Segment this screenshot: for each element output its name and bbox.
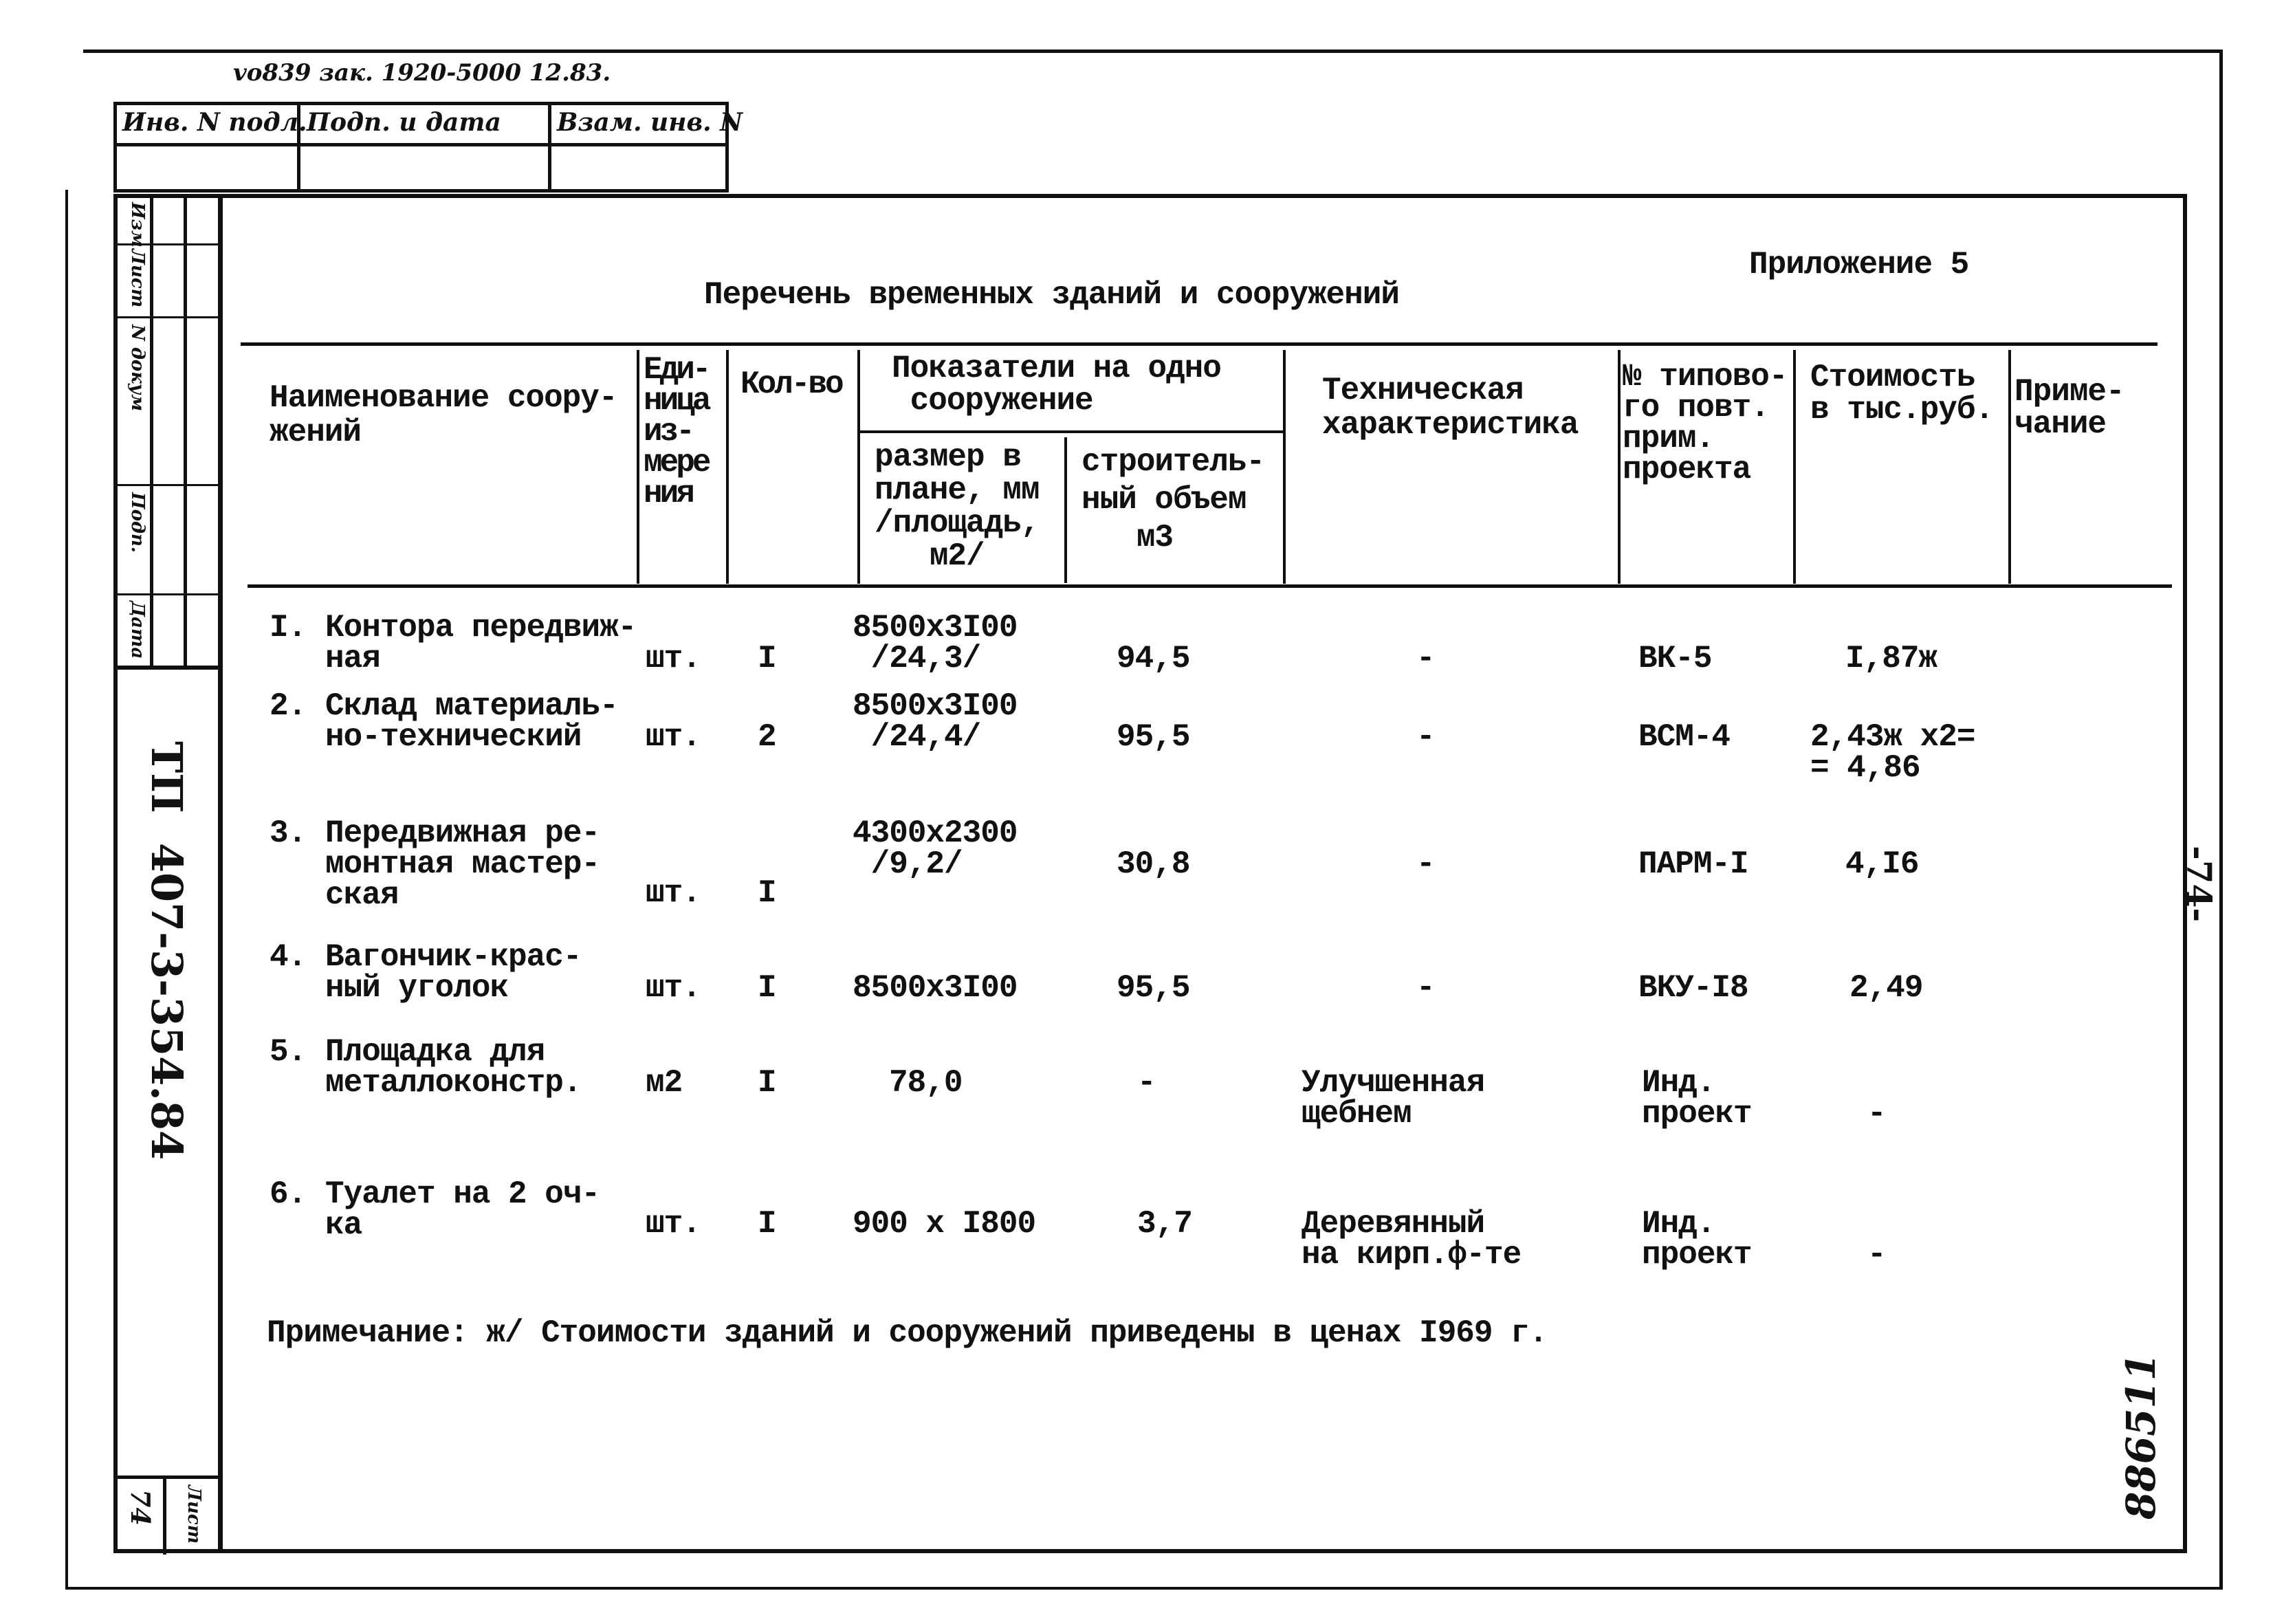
side-stamp [113, 194, 222, 1553]
row-size: 78,0 [889, 1065, 963, 1101]
row-tech: - [1416, 846, 1435, 882]
row-name: Склад материаль- но-технический [325, 688, 618, 755]
side-label-date: Дата [127, 601, 148, 659]
stamp-header-sign-date: Подп. и дата [307, 108, 501, 137]
header-cost: Стоимость в тыс.руб. [1810, 360, 1994, 428]
side-label-sign: Подп. [127, 492, 148, 553]
sheet-number: 74 [125, 1489, 156, 1526]
row-type-no: ВКУ-I8 [1638, 970, 1748, 1006]
row-num: 4. [270, 939, 307, 975]
row-volume: 30,8 [1117, 846, 1190, 882]
row-tech: - [1416, 641, 1435, 677]
row-size: 8500x3I00 /24,3/ [853, 610, 1018, 677]
header-size: размер в плане, мм /площадь, м2/ [875, 439, 1040, 574]
row-num: 3. [270, 815, 307, 851]
footnote: Примечание: ж/ Стоимости зданий и сооружений приведены в ценах I969 г. [267, 1315, 1548, 1351]
row-volume: - [1137, 1065, 1156, 1101]
inventory-number: 886511 [2118, 1352, 2164, 1519]
row-num: 5. [270, 1034, 307, 1070]
row-num: I. [270, 610, 307, 646]
row-qty: I [758, 1206, 776, 1242]
row-qty: I [758, 875, 776, 911]
stamp-header-inv: Инв. N подл. [122, 108, 307, 137]
row-num: 2. [270, 688, 307, 724]
row-type-no: Инд. проект [1642, 1206, 1752, 1273]
row-volume: 94,5 [1117, 641, 1190, 677]
row-unit: шт. [646, 875, 701, 911]
appendix-label: Приложение 5 [1749, 247, 1969, 283]
side-label-ndoc: N докум [127, 325, 148, 412]
stamp-header-replace-inv: Взам. инв. N [557, 108, 743, 137]
row-qty: I [758, 641, 776, 677]
row-cost: I,87ж [1845, 641, 1937, 677]
row-unit: шт. [646, 641, 701, 677]
row-size: 8500x3I00 [853, 970, 1018, 1006]
row-tech: - [1416, 719, 1435, 755]
row-type-no: ВК-5 [1638, 641, 1712, 677]
header-indicators: Показатели на одно сооружение [892, 351, 1221, 419]
row-tech: Улучшенная щебнем [1302, 1065, 1485, 1132]
header-unit: Еди- ница из- мере ния [644, 352, 709, 512]
header-remark: Приме- чание [2014, 374, 2124, 442]
row-type-no: ВСМ-4 [1638, 719, 1731, 755]
header-qty: Кол-во [740, 366, 842, 402]
sheet-top-border [83, 50, 2223, 53]
sheet-bottom-border [65, 1587, 2223, 1590]
row-size: 4300x2300 /9,2/ [853, 815, 1018, 882]
side-label-izm: Изм [127, 202, 148, 248]
row-name: Туалет на 2 оч- ка [325, 1176, 600, 1243]
row-num: 6. [270, 1176, 307, 1212]
row-name: Передвижная ре- монтная мастер- ская [325, 815, 600, 913]
archive-note: vo839 зак. 1920-5000 12.83. [233, 59, 611, 87]
row-cost: 4,I6 [1845, 846, 1919, 882]
row-size: 900 x I800 [853, 1206, 1036, 1242]
table-top-rule [241, 342, 2157, 346]
row-name: Вагончик-крас- ный уголок [325, 939, 582, 1006]
top-stamp [113, 102, 743, 193]
row-cost: - [1867, 1096, 1886, 1132]
row-name: Контора передвиж- ная [325, 610, 637, 677]
page-title: Перечень временных зданий и сооружений [704, 277, 1399, 313]
side-label-list: Лист [127, 249, 148, 308]
row-cost: 2,43ж x2= = 4,86 [1810, 719, 1975, 786]
row-tech: - [1416, 970, 1435, 1006]
row-unit: шт. [646, 1206, 701, 1242]
row-volume: 95,5 [1117, 970, 1190, 1006]
row-name: Площадка для металлоконстр. [325, 1034, 582, 1101]
row-qty: I [758, 970, 776, 1006]
header-name: Наименование соору- жений [270, 380, 617, 450]
row-unit: м2 [646, 1065, 683, 1101]
document-code: ТП 407-3-354.84 [142, 741, 192, 1161]
row-type-no: ПАРМ-I [1638, 846, 1748, 882]
row-volume: 95,5 [1117, 719, 1190, 755]
page-mark: -74- [2179, 846, 2219, 923]
sheet-label: Лист [184, 1485, 204, 1544]
row-unit: шт. [646, 970, 701, 1006]
row-unit: шт. [646, 719, 701, 755]
header-type-no: № типово- го повт. прим. проекта [1623, 359, 1788, 487]
header-volume: строитель- ный объем м3 [1081, 444, 1265, 556]
row-type-no: Инд. проект [1642, 1065, 1752, 1132]
row-cost: - [1867, 1237, 1886, 1273]
row-qty: 2 [758, 719, 776, 755]
row-cost: 2,49 [1849, 970, 1923, 1006]
row-tech: Деревянный на кирп.ф-те [1302, 1206, 1522, 1273]
sheet-left-border [65, 190, 68, 1588]
table-header-bottom-rule [248, 584, 2172, 588]
row-volume: 3,7 [1137, 1206, 1192, 1242]
row-size: 8500x3I00 /24,4/ [853, 688, 1018, 755]
row-qty: I [758, 1065, 776, 1101]
header-tech: Техническая характеристика [1322, 373, 1579, 443]
sheet-right-border [2219, 50, 2223, 1590]
